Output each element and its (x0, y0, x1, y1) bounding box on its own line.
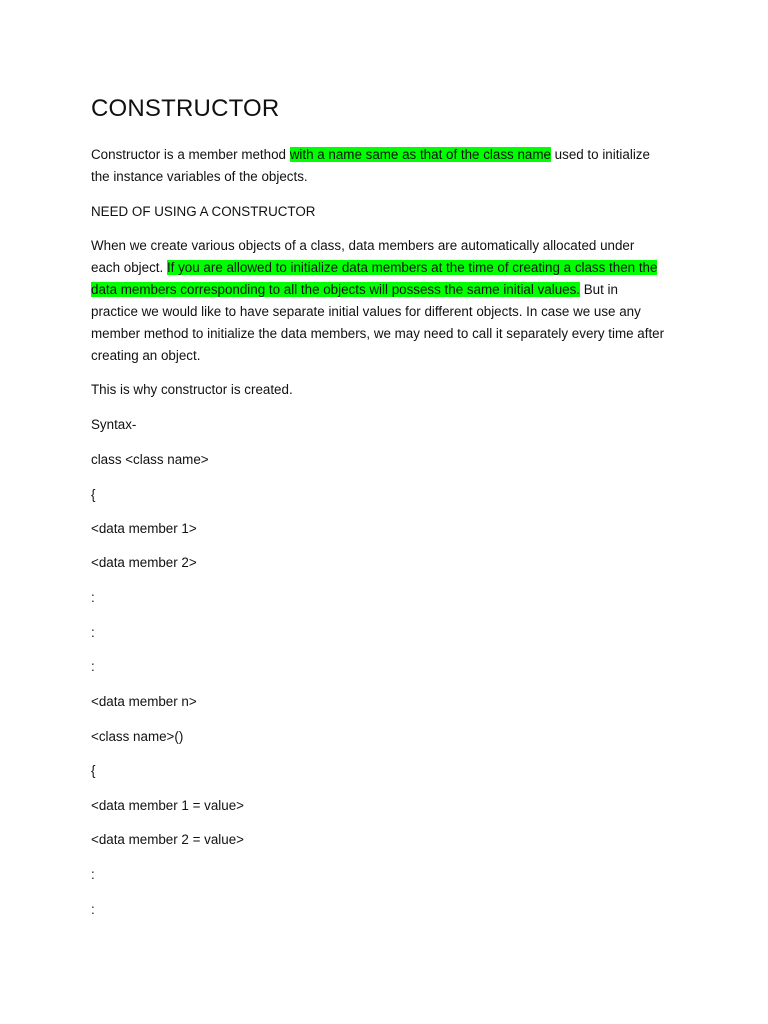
syntax-line: class <class name> (91, 452, 209, 467)
syntax-line: : (91, 625, 95, 640)
syntax-line: <data member 2 = value> (91, 832, 244, 847)
need-text-before: When we create various objects of a class, data members are automatically allocated under each object. (91, 238, 635, 275)
syntax-line: : (91, 867, 95, 882)
conclusion-line: This is why constructor is created. (91, 382, 293, 397)
intro-paragraph (91, 144, 666, 188)
syntax-line: <data member 2> (91, 555, 197, 570)
section-heading: NEED OF USING A CONSTRUCTOR (91, 204, 316, 219)
syntax-line: <data member 1> (91, 521, 197, 536)
syntax-line: : (91, 902, 95, 917)
syntax-line: : (91, 659, 95, 674)
syntax-line: <data member n> (91, 694, 197, 709)
syntax-line: <data member 1 = value> (91, 798, 244, 813)
syntax-line: : (91, 590, 95, 605)
syntax-line: { (91, 487, 96, 502)
need-text-after: But in practice we would like to have separate initial values for different objects. In case we use any member method to initialize the data members, we may need to call it separately every time after creating an object. (91, 282, 665, 363)
page-title: CONSTRUCTOR (91, 95, 280, 122)
need-paragraph (91, 235, 666, 367)
intro-text-after: used to initialize the instance variables of the objects. (91, 147, 650, 184)
syntax-label: Syntax- (91, 417, 137, 432)
intro-highlight: with a name same as that of the class name (289, 147, 551, 162)
syntax-line: <class name>() (91, 729, 184, 744)
syntax-line: { (91, 763, 96, 778)
need-highlight: If you are allowed to initialize data members at the time of creating a class then the data members corresponding to all the objects will possess the same initial values. (91, 260, 658, 297)
intro-text-before: Constructor is a member method (91, 147, 290, 162)
